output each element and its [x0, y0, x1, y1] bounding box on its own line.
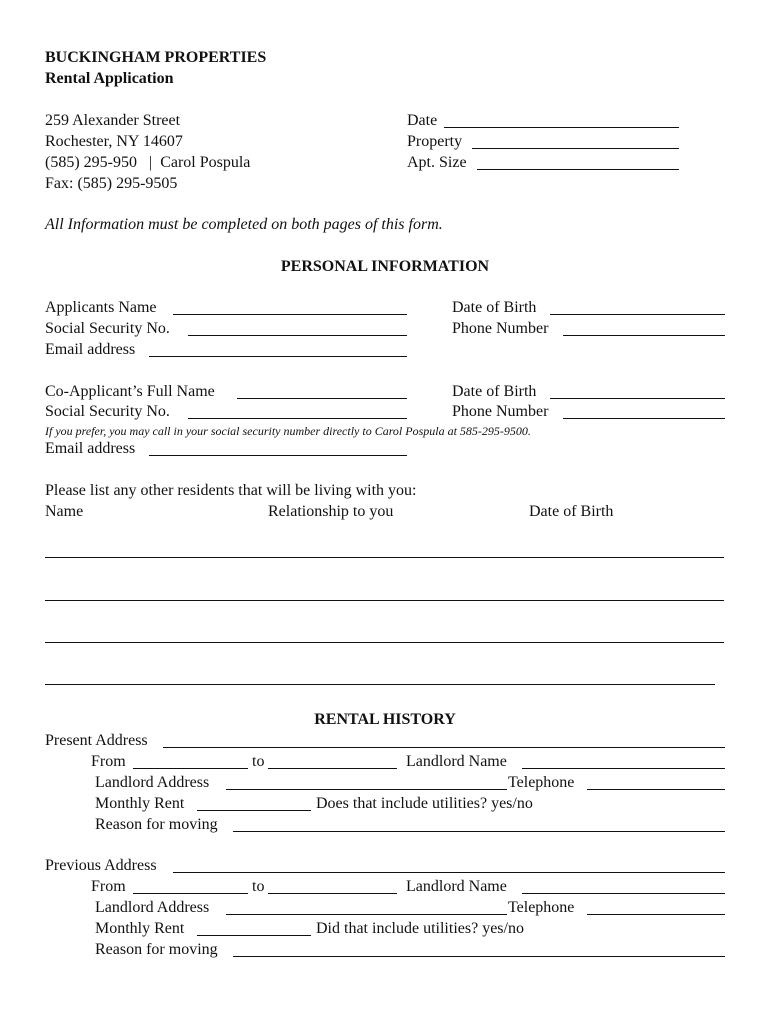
previous-landlord-address-field[interactable] — [226, 914, 507, 915]
resident-row-3[interactable] — [45, 642, 724, 643]
previous-telephone-field[interactable] — [587, 914, 725, 915]
property-field[interactable] — [472, 148, 679, 149]
apt-size-field[interactable] — [477, 169, 679, 170]
resident-row-1[interactable] — [45, 557, 724, 558]
co-applicant-dob-label: Date of Birth — [452, 383, 537, 400]
form-subtitle: Rental Application — [45, 70, 174, 87]
previous-monthly-rent-label: Monthly Rent — [95, 920, 185, 937]
phone-contact-line: (585) 295-950 | Carol Pospula — [45, 154, 251, 171]
previous-telephone-label: Telephone — [508, 899, 575, 916]
date-label: Date — [407, 112, 438, 129]
present-from-field[interactable] — [133, 768, 248, 769]
present-landlord-name-field[interactable] — [522, 768, 725, 769]
previous-monthly-rent-field[interactable] — [197, 935, 311, 936]
previous-to-field[interactable] — [268, 893, 397, 894]
present-telephone-label: Telephone — [508, 774, 575, 791]
co-applicant-name-label: Co-Applicant’s Full Name — [45, 383, 215, 400]
residents-col-name: Name — [45, 503, 84, 520]
present-landlord-name-label: Landlord Name — [406, 753, 507, 770]
co-applicant-dob-field[interactable] — [550, 398, 725, 399]
co-applicant-phone-field[interactable] — [563, 418, 725, 419]
previous-from-field[interactable] — [133, 893, 248, 894]
company-name: BUCKINGHAM PROPERTIES — [45, 49, 267, 66]
applicant-phone-label: Phone Number — [452, 320, 549, 337]
present-landlord-address-field[interactable] — [226, 789, 507, 790]
applicant-email-label: Email address — [45, 341, 136, 358]
previous-from-label: From — [91, 878, 126, 895]
present-landlord-address-label: Landlord Address — [95, 774, 210, 791]
property-label: Property — [407, 133, 463, 150]
address-line-2: Rochester, NY 14607 — [45, 133, 183, 150]
applicant-phone-field[interactable] — [563, 335, 725, 336]
present-reason-field[interactable] — [233, 831, 725, 832]
present-monthly-rent-label: Monthly Rent — [95, 795, 185, 812]
applicant-ssn-field[interactable] — [188, 335, 407, 336]
previous-address-field[interactable] — [173, 872, 725, 873]
applicant-name-label: Applicants Name — [45, 299, 157, 316]
residents-col-relationship: Relationship to you — [268, 503, 394, 520]
address-line-1: 259 Alexander Street — [45, 112, 181, 129]
present-monthly-rent-field[interactable] — [197, 810, 311, 811]
present-address-label: Present Address — [45, 732, 148, 749]
applicant-ssn-label: Social Security No. — [45, 320, 170, 337]
previous-reason-label: Reason for moving — [95, 941, 218, 958]
present-from-label: From — [91, 753, 126, 770]
ssn-phone-note: If you prefer, you may call in your social security number directly to Carol Pospula at 585-295-9500. — [45, 424, 531, 438]
date-field[interactable] — [444, 127, 679, 128]
applicant-dob-label: Date of Birth — [452, 299, 537, 316]
completion-notice: All Information must be completed on both pages of this form. — [45, 216, 443, 233]
co-applicant-phone-label: Phone Number — [452, 403, 549, 420]
rental-history-heading: RENTAL HISTORY — [314, 711, 456, 728]
present-reason-label: Reason for moving — [95, 816, 218, 833]
previous-address-label: Previous Address — [45, 857, 157, 874]
resident-row-2[interactable] — [45, 600, 724, 601]
present-telephone-field[interactable] — [587, 789, 725, 790]
previous-landlord-address-label: Landlord Address — [95, 899, 210, 916]
resident-row-4[interactable] — [45, 684, 715, 685]
present-to-field[interactable] — [268, 768, 397, 769]
previous-reason-field[interactable] — [233, 956, 725, 957]
previous-landlord-name-field[interactable] — [522, 893, 725, 894]
present-to-label: to — [252, 753, 265, 770]
residents-prompt: Please list any other residents that will be living with you: — [45, 482, 417, 499]
co-applicant-ssn-label: Social Security No. — [45, 403, 170, 420]
present-address-field[interactable] — [163, 747, 725, 748]
previous-landlord-name-label: Landlord Name — [406, 878, 507, 895]
co-applicant-name-field[interactable] — [237, 398, 407, 399]
previous-to-label: to — [252, 878, 265, 895]
co-applicant-email-label: Email address — [45, 440, 136, 457]
personal-info-heading: PERSONAL INFORMATION — [280, 258, 490, 275]
co-applicant-ssn-field[interactable] — [188, 418, 407, 419]
applicant-dob-field[interactable] — [550, 314, 725, 315]
apt-size-label: Apt. Size — [407, 154, 467, 171]
co-applicant-email-field[interactable] — [149, 455, 407, 456]
applicant-email-field[interactable] — [149, 356, 407, 357]
applicant-name-field[interactable] — [173, 314, 407, 315]
fax-line: Fax: (585) 295-9505 — [45, 175, 178, 192]
residents-col-dob: Date of Birth — [529, 503, 614, 520]
present-utilities-question: Does that include utilities? yes/no — [316, 795, 533, 812]
previous-utilities-question: Did that include utilities? yes/no — [316, 920, 524, 937]
